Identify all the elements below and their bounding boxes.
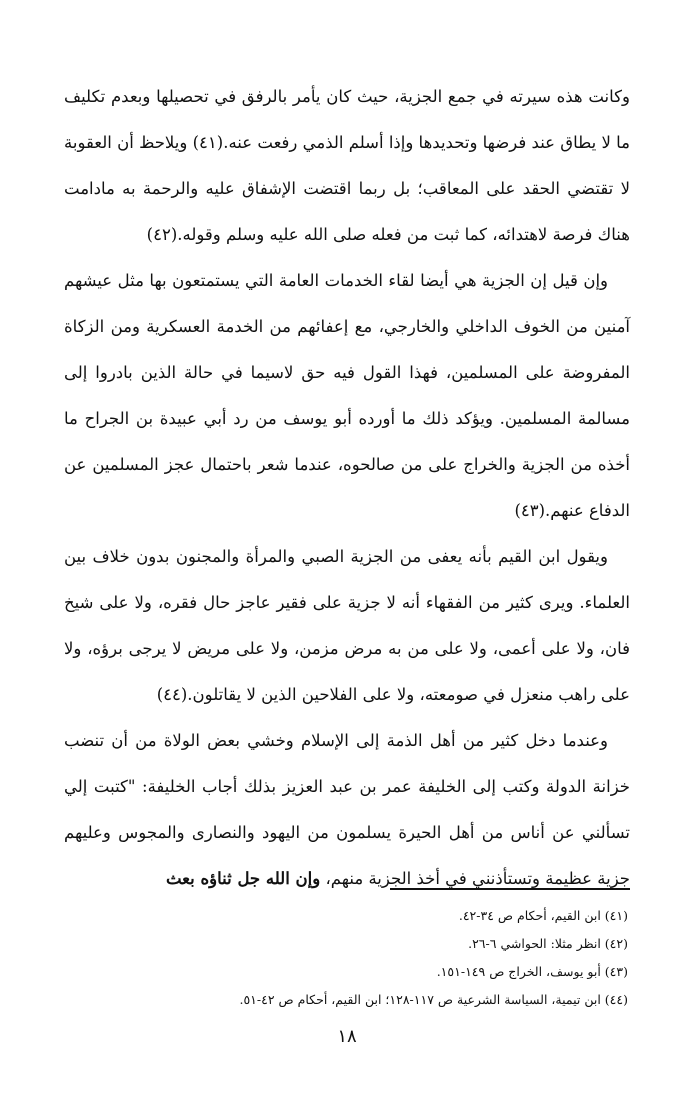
body-text: [64, 74, 630, 902]
page-number: ١٨: [337, 1026, 357, 1047]
footnote-41: (٤١) ابن القيم، أحكام ص ٣٤-٤٢.: [458, 908, 628, 923]
footnote-43: (٤٣) أبو يوسف، الخراج ص ١٤٩-١٥١.: [436, 964, 628, 979]
paragraph-3: ويقول ابن القيم بأنه يعفى من الجزية الصبي والمرأة والمجنون بدون خلاف بين العلماء. ويرى كثير من الفقهاء أنه لا جزية على فقير عاجز حال فقره، ولا على شيخ فان، ولا على أعمى، ولا على من به مرض مزمن، ولا على مريض لا يرجى برؤه، ولا على راهب منعزل في صومعته، ولا على الفلاحين الذين لا يقاتلون.(٤٤): [64, 547, 630, 704]
paragraph-4-text: وعندما دخل كثير من أهل الذمة إلى الإسلام وخشي بعض الولاة من أن تنضب خزانة الدولة وكتب إلى الخليفة عمر بن عبد العزيز بذلك أجاب الخليفة: "كتبت إلي تسألني عن أناس من أهل الحيرة يسلمون من اليهود والنصارى والمجوس وعليهم جزية عظيمة وتستأذنني في أخذ الجزية منهم،: [64, 731, 630, 888]
paragraph-4: [64, 718, 630, 902]
footnote-divider: [390, 888, 630, 890]
footnote-44: (٤٤) ابن تيمية، السياسة الشرعية ص ١١٧-١٢٨؛ ابن القيم، أحكام ص ٤٢-٥١.: [239, 992, 628, 1007]
paragraph-4-bold-tail: وإن الله جل ثناؤه بعث: [165, 869, 321, 888]
paragraph-1: وكانت هذه سيرته في جمع الجزية، حيث كان يأمر بالرفق في تحصيلها وبعدم تكليف ما لا يطاق عند فرضها وتحديدها وإذا أسلم الذمي رفعت عنه.(٤١) ويلاحظ أن العقوبة لا تقتضي الحقد على المعاقب؛ بل ربما اقتضت الإشفاق عليه والرحمة به مادامت هناك فرصة لاهتدائه، كما ثبت من فعله صلى الله عليه وسلم وقوله.(٤٢): [64, 87, 630, 244]
paragraph-2: وإن قيل إن الجزية هي أيضا لقاء الخدمات العامة التي يستمتعون بها مثل عيشهم آمنين من الخوف الداخلي والخارجي، مع إعفائهم من الخدمة العسكرية ومن الزكاة المفروضة على المسلمين، فهذا القول فيه حق لاسيما في حالة الذين بادروا إلى مسالمة المسلمين. ويؤكد ذلك ما أورده أبو يوسف من رد أبي عبيدة بن الجراح ما أخذه من الجزية والخراج على من صالحوه، عندما شعر باحتمال عجز المسلمين عن الدفاع عنهم.(٤٣): [64, 271, 630, 520]
footnotes: [64, 902, 628, 1014]
page-body: [64, 74, 630, 902]
footnote-42: (٤٢) انظر مثلا: الحواشي ٦-٢٦.: [468, 936, 628, 951]
